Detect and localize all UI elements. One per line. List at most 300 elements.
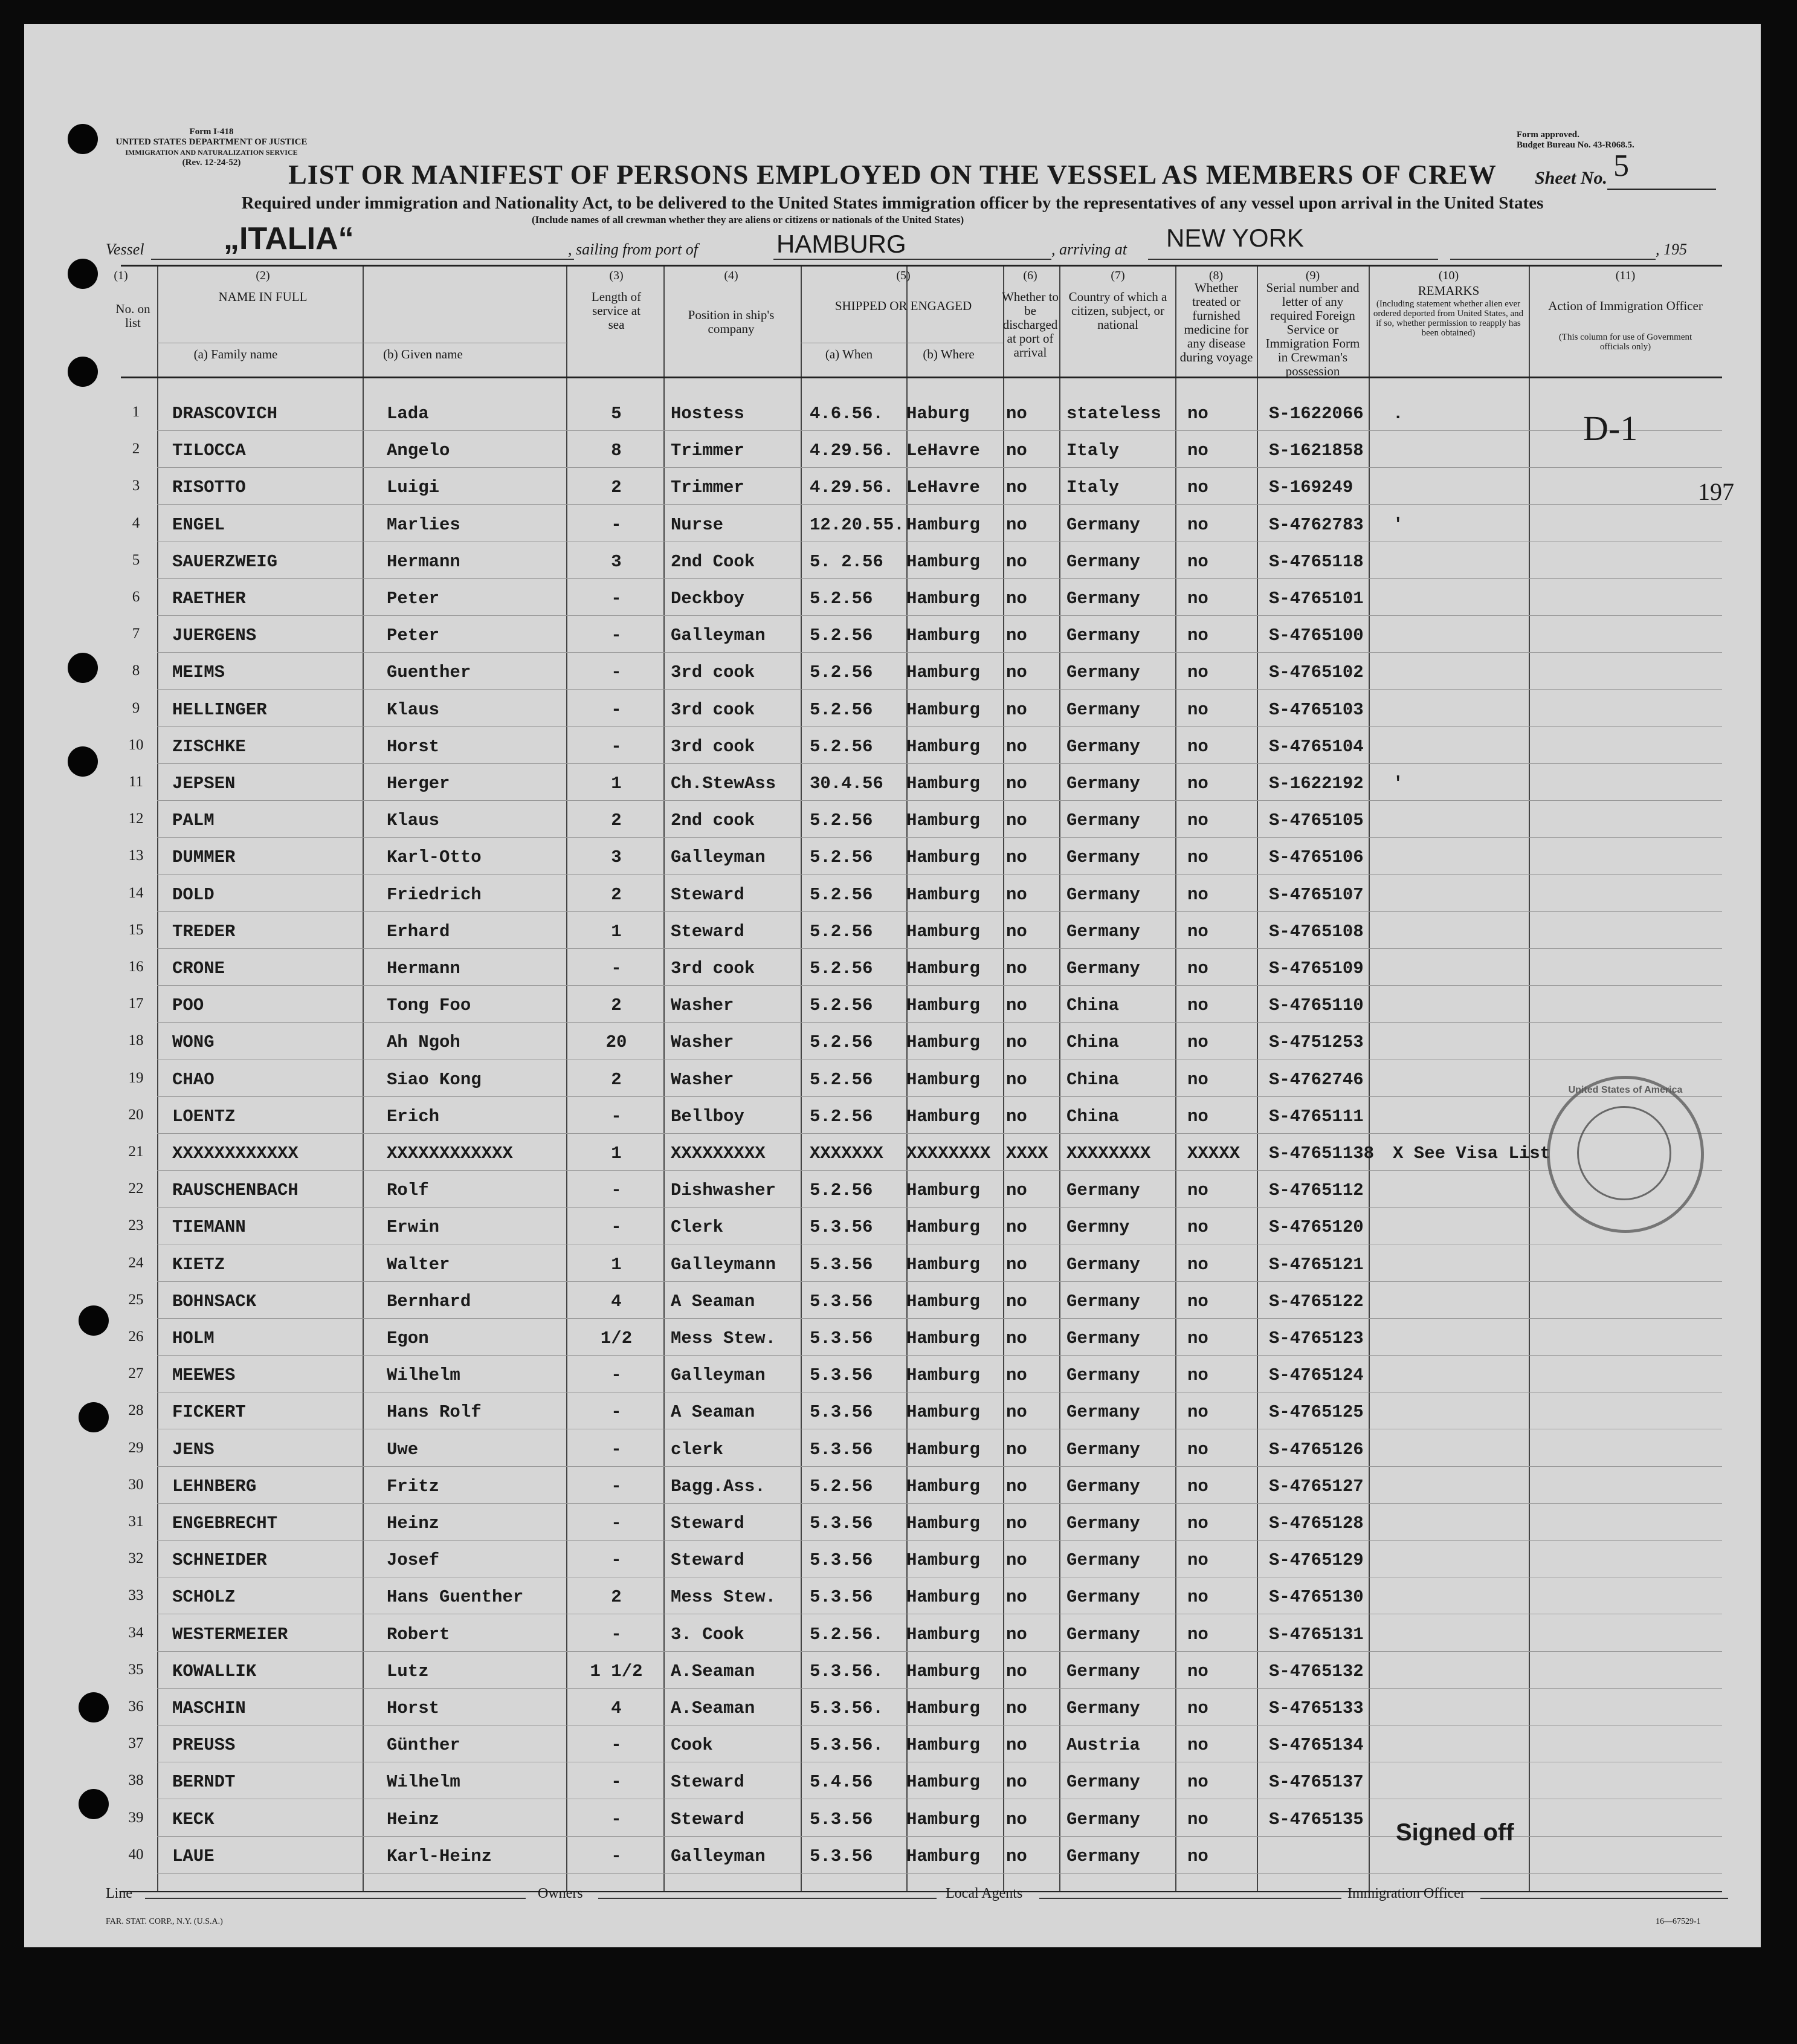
given-name: Peter bbox=[387, 589, 440, 609]
country: Germany bbox=[1066, 699, 1140, 720]
serial-number: S-4765137 bbox=[1269, 1772, 1364, 1793]
footer-owners-label: Owners bbox=[538, 1886, 583, 1901]
service-length: - bbox=[611, 1402, 622, 1423]
table-row bbox=[24, 1249, 1761, 1284]
shipped-where: Hamburg bbox=[906, 662, 980, 683]
row-rule bbox=[157, 726, 1722, 727]
shipped-when: 5.3.56 bbox=[810, 1809, 873, 1829]
row-rule bbox=[157, 1688, 1722, 1689]
treated: no bbox=[1187, 995, 1208, 1016]
shipped-when: 5.2.56 bbox=[810, 921, 873, 942]
row-rule bbox=[157, 985, 1722, 986]
serial-number: S-4765110 bbox=[1269, 995, 1364, 1016]
service-length: - bbox=[611, 1217, 622, 1238]
shipped-when: 4.29.56. bbox=[810, 477, 894, 498]
shipped-where: Hamburg bbox=[906, 1735, 980, 1756]
country: Germany bbox=[1066, 774, 1140, 794]
row-rule bbox=[157, 800, 1722, 801]
service-length: - bbox=[611, 1772, 622, 1793]
row-rule bbox=[157, 1022, 1722, 1023]
page-title: LIST OR MANIFEST OF PERSONS EMPLOYED ON THE VESSEL AS MEMBERS OF CREW bbox=[288, 159, 1497, 190]
shipped-when: 30.4.56 bbox=[810, 774, 883, 794]
sheet-number-line bbox=[1607, 189, 1716, 190]
row-number: 18 bbox=[128, 1032, 144, 1049]
discharged: no bbox=[1006, 1587, 1027, 1608]
shipped-where: Hamburg bbox=[906, 774, 980, 794]
side-number: 197 bbox=[1698, 478, 1734, 505]
shipped-where: Hamburg bbox=[906, 1476, 980, 1496]
given-name: Erich bbox=[387, 1106, 440, 1127]
given-name: Bernhard bbox=[387, 1291, 471, 1311]
serial-number: S-169249 bbox=[1269, 477, 1353, 498]
date-line bbox=[1450, 259, 1656, 260]
discharged: no bbox=[1006, 774, 1027, 794]
shipped-when: 5.3.56 bbox=[810, 1328, 873, 1348]
given-name: Hans Rolf bbox=[387, 1402, 482, 1423]
family-name: DUMMER bbox=[172, 847, 236, 868]
shipped-where: Hamburg bbox=[906, 1698, 980, 1718]
shipped-where: Hamburg bbox=[906, 626, 980, 646]
country: Germany bbox=[1066, 1587, 1140, 1608]
shipped-when: 5.2.56 bbox=[810, 1069, 873, 1090]
page-subnote: (Include names of all crewman whether they are aliens or citizens or nationals of the United States) bbox=[532, 214, 964, 225]
family-name: KIETZ bbox=[172, 1254, 225, 1275]
country: Germany bbox=[1066, 959, 1140, 978]
col-2b-header: (b) Given name bbox=[383, 347, 463, 361]
col-10-note: (Including statement whether alien ever ordered deported from United States, and if so, whether permission to reapply has been obtained) bbox=[1373, 299, 1524, 338]
discharged: no bbox=[1006, 959, 1027, 978]
discharged: no bbox=[1006, 1032, 1027, 1053]
shipped-when: 5.3.56 bbox=[810, 1291, 873, 1311]
country: Italy bbox=[1066, 441, 1120, 461]
treated: no bbox=[1187, 589, 1208, 609]
discharged: no bbox=[1006, 810, 1027, 831]
serial-number: S-4765128 bbox=[1269, 1513, 1364, 1533]
service-length: 2 bbox=[611, 477, 622, 498]
given-name: Klaus bbox=[387, 699, 440, 720]
position: Mess Stew. bbox=[671, 1587, 776, 1608]
footer-agents-label: Local Agents bbox=[946, 1886, 1023, 1901]
budget-number: Budget Bureau No. 43-R068.5. bbox=[1517, 140, 1634, 150]
given-name: Guenther bbox=[387, 662, 471, 683]
position: Galleyman bbox=[671, 847, 766, 868]
shipped-when: 5.2.56 bbox=[810, 626, 873, 646]
country: Germany bbox=[1066, 626, 1140, 646]
position: 3rd cook bbox=[671, 736, 755, 757]
discharged: no bbox=[1006, 662, 1027, 683]
shipped-where: LeHavre bbox=[906, 477, 980, 498]
service-length: - bbox=[611, 1735, 622, 1756]
stamp-text: United States of America bbox=[1568, 1085, 1683, 1095]
remarks: ' bbox=[1393, 514, 1404, 535]
row-rule bbox=[157, 1096, 1722, 1097]
shipped-when: 5.3.56 bbox=[810, 1587, 873, 1608]
service-length: - bbox=[611, 514, 622, 535]
sailing-label: , sailing from port of bbox=[568, 241, 698, 258]
treated: no bbox=[1187, 1402, 1208, 1423]
family-name: MEEWES bbox=[172, 1365, 236, 1386]
country: Germany bbox=[1066, 1550, 1140, 1571]
country: Germny bbox=[1066, 1217, 1130, 1238]
row-number: 24 bbox=[128, 1254, 144, 1271]
serial-number: S-4765131 bbox=[1269, 1624, 1364, 1645]
table-row bbox=[24, 804, 1761, 839]
shipped-where: Hamburg bbox=[906, 921, 980, 942]
shipped-when: 4.29.56. bbox=[810, 441, 894, 461]
family-name: LAUE bbox=[172, 1846, 215, 1866]
serial-number: S-4765129 bbox=[1269, 1550, 1364, 1571]
table-row bbox=[24, 1581, 1761, 1616]
shipped-where: Hamburg bbox=[906, 1439, 980, 1460]
shipped-where: Hamburg bbox=[906, 1846, 980, 1866]
vessel-name: „ITALIA“ bbox=[224, 221, 354, 256]
discharged: no bbox=[1006, 404, 1027, 424]
serial-number: S-4765135 bbox=[1269, 1809, 1364, 1829]
given-name: Egon bbox=[387, 1328, 429, 1348]
given-name: Heinz bbox=[387, 1809, 440, 1829]
discharged: no bbox=[1006, 1513, 1027, 1533]
shipped-when: 5.2.56 bbox=[810, 1180, 873, 1201]
service-length: 20 bbox=[605, 1032, 627, 1053]
given-name: Peter bbox=[387, 626, 440, 646]
row-number: 23 bbox=[128, 1217, 144, 1234]
treated: no bbox=[1187, 1439, 1208, 1460]
treated: no bbox=[1187, 1180, 1208, 1201]
shipped-where: Hamburg bbox=[906, 1402, 980, 1423]
shipped-where: Hamburg bbox=[906, 1032, 980, 1053]
service-length: 2 bbox=[611, 810, 622, 831]
serial-number: S-1622192 bbox=[1269, 774, 1364, 794]
treated: no bbox=[1187, 1365, 1208, 1386]
row-rule bbox=[157, 1170, 1722, 1171]
service-length: - bbox=[611, 1439, 622, 1460]
table-row bbox=[24, 1101, 1761, 1136]
family-name: WONG bbox=[172, 1032, 215, 1053]
shipped-when: 5.4.56 bbox=[810, 1772, 873, 1793]
country: Germany bbox=[1066, 1698, 1140, 1718]
row-number: 12 bbox=[128, 810, 144, 827]
shipped-when: 5.2.56 bbox=[810, 589, 873, 609]
stamp-center bbox=[1577, 1106, 1671, 1200]
position: Cook bbox=[671, 1735, 713, 1756]
position: 3rd cook bbox=[671, 662, 755, 683]
service-length: - bbox=[611, 1809, 622, 1829]
footer-line-label: Line bbox=[106, 1886, 132, 1901]
position: Bellboy bbox=[671, 1106, 744, 1127]
family-name: KOWALLIK bbox=[172, 1661, 257, 1681]
given-name: Uwe bbox=[387, 1439, 419, 1460]
row-number: 22 bbox=[128, 1180, 144, 1197]
table-row bbox=[24, 1692, 1761, 1727]
shipped-when: 5.3.56 bbox=[810, 1513, 873, 1533]
discharged: no bbox=[1006, 1698, 1027, 1718]
row-number: 9 bbox=[132, 699, 140, 716]
treated: no bbox=[1187, 921, 1208, 942]
table-row bbox=[24, 1064, 1761, 1099]
shipped-when: 5.3.56 bbox=[810, 1254, 873, 1275]
shipped-when: 5.3.56 bbox=[810, 1217, 873, 1238]
row-rule bbox=[157, 911, 1722, 912]
treated: no bbox=[1187, 810, 1208, 831]
row-rule bbox=[157, 467, 1722, 468]
family-name: RAETHER bbox=[172, 589, 246, 609]
row-number: 25 bbox=[128, 1291, 144, 1308]
given-name: Horst bbox=[387, 1698, 440, 1718]
given-name: Klaus bbox=[387, 810, 440, 831]
treated: no bbox=[1187, 1846, 1208, 1866]
shipped-where: Hamburg bbox=[906, 1217, 980, 1238]
row-number: 10 bbox=[128, 736, 144, 753]
given-name: Fritz bbox=[387, 1476, 440, 1496]
given-name: Herger bbox=[387, 774, 450, 794]
discharged: no bbox=[1006, 626, 1027, 646]
col-7-header: Country of which a citizen, subject, or national bbox=[1068, 289, 1167, 332]
family-name: ENGEBRECHT bbox=[172, 1513, 278, 1533]
country: Germany bbox=[1066, 589, 1140, 609]
table-row bbox=[24, 1286, 1761, 1321]
row-number: 37 bbox=[128, 1735, 144, 1752]
country: China bbox=[1066, 1106, 1120, 1127]
footer-officer-line bbox=[1480, 1898, 1728, 1899]
row-number: 5 bbox=[132, 551, 140, 568]
row-rule bbox=[157, 1207, 1722, 1208]
shipped-when: 5.3.56 bbox=[810, 1550, 873, 1571]
year-label: , 195 bbox=[1656, 241, 1687, 258]
footer-officer-label: Immigration Officer bbox=[1347, 1886, 1465, 1901]
discharged: no bbox=[1006, 1365, 1027, 1386]
shipped-where: Hamburg bbox=[906, 1772, 980, 1793]
given-name: Hermann bbox=[387, 959, 460, 978]
position: Washer bbox=[671, 1032, 734, 1053]
row-number: 29 bbox=[128, 1439, 144, 1456]
shipped-where: Hamburg bbox=[906, 551, 980, 572]
country: China bbox=[1066, 1032, 1120, 1053]
table-row bbox=[24, 1729, 1761, 1764]
position: Steward bbox=[671, 1809, 744, 1829]
country: Germany bbox=[1066, 1772, 1140, 1793]
service-length: - bbox=[611, 1365, 622, 1386]
service-length: - bbox=[611, 1180, 622, 1201]
remarks: . bbox=[1393, 404, 1404, 424]
given-name: XXXXXXXXXXXX bbox=[387, 1143, 513, 1163]
treated: no bbox=[1187, 626, 1208, 646]
serial-number: S-4765120 bbox=[1269, 1217, 1364, 1238]
shipped-where: Hamburg bbox=[906, 884, 980, 905]
shipped-where: Hamburg bbox=[906, 1624, 980, 1645]
given-name: Robert bbox=[387, 1624, 450, 1645]
treated: no bbox=[1187, 1550, 1208, 1571]
position: 3rd cook bbox=[671, 699, 755, 720]
discharged: no bbox=[1006, 1291, 1027, 1311]
col-5b-header: (b) Where bbox=[923, 347, 975, 361]
given-name: Rolf bbox=[387, 1180, 429, 1201]
shipped-where: Hamburg bbox=[906, 736, 980, 757]
treated: no bbox=[1187, 1069, 1208, 1090]
service-length: 1 bbox=[611, 1143, 622, 1163]
position: Nurse bbox=[671, 514, 724, 535]
shipped-when: 5. 2.56 bbox=[810, 551, 883, 572]
serial-number: S-4765100 bbox=[1269, 626, 1364, 646]
treated: no bbox=[1187, 662, 1208, 683]
given-name: Erhard bbox=[387, 921, 450, 942]
row-rule bbox=[157, 1651, 1722, 1652]
serial-number: S-4765133 bbox=[1269, 1698, 1364, 1718]
service-length: 8 bbox=[611, 441, 622, 461]
shipped-where: Hamburg bbox=[906, 959, 980, 978]
position: Steward bbox=[671, 921, 744, 942]
shipped-when: 12.20.55. bbox=[810, 514, 905, 535]
treated: no bbox=[1187, 1328, 1208, 1348]
row-number: 6 bbox=[132, 589, 140, 605]
table-row bbox=[24, 619, 1761, 655]
treated: no bbox=[1187, 477, 1208, 498]
position: Galleyman bbox=[671, 1365, 766, 1386]
country: Germany bbox=[1066, 551, 1140, 572]
manifest-sheet bbox=[24, 24, 1761, 1947]
row-number: 1 bbox=[132, 404, 140, 420]
form-approved: Form approved. bbox=[1517, 130, 1579, 140]
service-length: - bbox=[611, 662, 622, 683]
discharged: no bbox=[1006, 589, 1027, 609]
col-2-header: NAME IN FULL bbox=[218, 289, 308, 304]
country: Germany bbox=[1066, 514, 1140, 535]
header-bottom-line bbox=[121, 377, 1722, 378]
position: clerk bbox=[671, 1439, 724, 1460]
vessel-label: Vessel bbox=[106, 241, 144, 258]
position: Ch.StewAss bbox=[671, 774, 776, 794]
sheet-number: 5 bbox=[1613, 149, 1629, 183]
shipped-where: Hamburg bbox=[906, 1180, 980, 1201]
family-name: FICKERT bbox=[172, 1402, 246, 1423]
position: 2nd cook bbox=[671, 810, 755, 831]
given-name: Horst bbox=[387, 736, 440, 757]
treated: no bbox=[1187, 959, 1208, 978]
discharged: no bbox=[1006, 847, 1027, 868]
position: Bagg.Ass. bbox=[671, 1476, 766, 1496]
shipped-when: 5.2.56 bbox=[810, 847, 873, 868]
form-header-right bbox=[1517, 130, 1698, 150]
family-name: TREDER bbox=[172, 921, 236, 942]
shipped-where: Hamburg bbox=[906, 1291, 980, 1311]
serial-number: S-4765126 bbox=[1269, 1439, 1364, 1460]
discharged: no bbox=[1006, 1217, 1027, 1238]
row-number: 20 bbox=[128, 1106, 144, 1123]
country: Germany bbox=[1066, 1809, 1140, 1829]
shipped-where: Hamburg bbox=[906, 1661, 980, 1681]
serial-number: S-4765104 bbox=[1269, 736, 1364, 757]
shipped-when: 5.2.56 bbox=[810, 995, 873, 1016]
row-number: 26 bbox=[128, 1328, 144, 1345]
country: Germany bbox=[1066, 1624, 1140, 1645]
discharged: no bbox=[1006, 551, 1027, 572]
country: Germany bbox=[1066, 1180, 1140, 1201]
serial-number: S-4765102 bbox=[1269, 662, 1364, 683]
serial-number: S-4765118 bbox=[1269, 551, 1364, 572]
shipped-where: Hamburg bbox=[906, 1254, 980, 1275]
treated: no bbox=[1187, 441, 1208, 461]
position: XXXXXXXXX bbox=[671, 1143, 766, 1163]
discharged: no bbox=[1006, 699, 1027, 720]
country: Germany bbox=[1066, 1513, 1140, 1533]
col-1-header: No. on list bbox=[115, 302, 150, 330]
given-name: Heinz bbox=[387, 1513, 440, 1533]
given-name: Angelo bbox=[387, 441, 450, 461]
discharged: no bbox=[1006, 1661, 1027, 1681]
country: Germany bbox=[1066, 884, 1140, 905]
serial-number: S-4765123 bbox=[1269, 1328, 1364, 1348]
row-number: 16 bbox=[128, 959, 144, 975]
service-length: 4 bbox=[611, 1291, 622, 1311]
serial-number: S-4765101 bbox=[1269, 589, 1364, 609]
serial-number: S-4765111 bbox=[1269, 1106, 1364, 1127]
position: Galleyman bbox=[671, 626, 766, 646]
position: Clerk bbox=[671, 1217, 724, 1238]
position: A Seaman bbox=[671, 1291, 755, 1311]
remarks: ' bbox=[1393, 774, 1404, 794]
shipped-when: 5.2.56 bbox=[810, 662, 873, 683]
table-row bbox=[24, 1396, 1761, 1431]
table-row bbox=[24, 398, 1761, 433]
family-name: DOLD bbox=[172, 884, 215, 905]
row-rule bbox=[157, 1133, 1722, 1134]
shipped-where: Hamburg bbox=[906, 1513, 980, 1533]
row-number: 36 bbox=[128, 1698, 144, 1715]
sheet-number-label: Sheet No. bbox=[1535, 168, 1607, 188]
service-length: - bbox=[611, 1513, 622, 1533]
serial-number: S-4765125 bbox=[1269, 1402, 1364, 1423]
country: Germany bbox=[1066, 1439, 1140, 1460]
position: 2nd Cook bbox=[671, 551, 755, 572]
sailing-port: HAMBURG bbox=[776, 230, 906, 258]
position: Galleyman bbox=[671, 1846, 766, 1866]
family-name: ZISCHKE bbox=[172, 736, 246, 757]
action-mark: D-1 bbox=[1583, 409, 1638, 448]
discharged: no bbox=[1006, 1328, 1027, 1348]
serial-number: S-4765112 bbox=[1269, 1180, 1364, 1201]
treated: no bbox=[1187, 1735, 1208, 1756]
service-name: IMMIGRATION AND NATURALIZATION SERVICE bbox=[125, 148, 298, 157]
discharged: no bbox=[1006, 1772, 1027, 1793]
shipped-where: Hamburg bbox=[906, 1069, 980, 1090]
footer-owners-line bbox=[598, 1898, 937, 1899]
row-rule bbox=[157, 1873, 1722, 1874]
serial-number: S-1621858 bbox=[1269, 441, 1364, 461]
serial-number: S-4762783 bbox=[1269, 514, 1364, 535]
shipped-when: 5.2.56 bbox=[810, 1476, 873, 1496]
col-11-header: Action of Immigration Officer bbox=[1548, 299, 1703, 313]
shipped-when: 5.3.56 bbox=[810, 1365, 873, 1386]
col-5a-header: (a) When bbox=[825, 347, 873, 361]
row-rule bbox=[157, 652, 1722, 653]
col-8-header: Whether treated or furnished medicine for any disease during voyage bbox=[1179, 280, 1253, 364]
shipped-when: 4.6.56. bbox=[810, 404, 883, 424]
discharged: no bbox=[1006, 736, 1027, 757]
given-name: Tong Foo bbox=[387, 995, 471, 1016]
col-3-header: Length of service at sea bbox=[591, 289, 642, 332]
table-row bbox=[24, 879, 1761, 914]
row-rule bbox=[157, 763, 1722, 764]
country: Germany bbox=[1066, 921, 1140, 942]
shipped-where: Hamburg bbox=[906, 699, 980, 720]
country: Germany bbox=[1066, 1291, 1140, 1311]
row-number: 21 bbox=[128, 1143, 144, 1160]
shipped-when: XXXXXXX bbox=[810, 1143, 883, 1163]
treated: no bbox=[1187, 1772, 1208, 1793]
table-row bbox=[24, 1026, 1761, 1061]
position: Steward bbox=[671, 1513, 744, 1533]
shipped-where: Hamburg bbox=[906, 847, 980, 868]
row-rule bbox=[157, 1540, 1722, 1541]
